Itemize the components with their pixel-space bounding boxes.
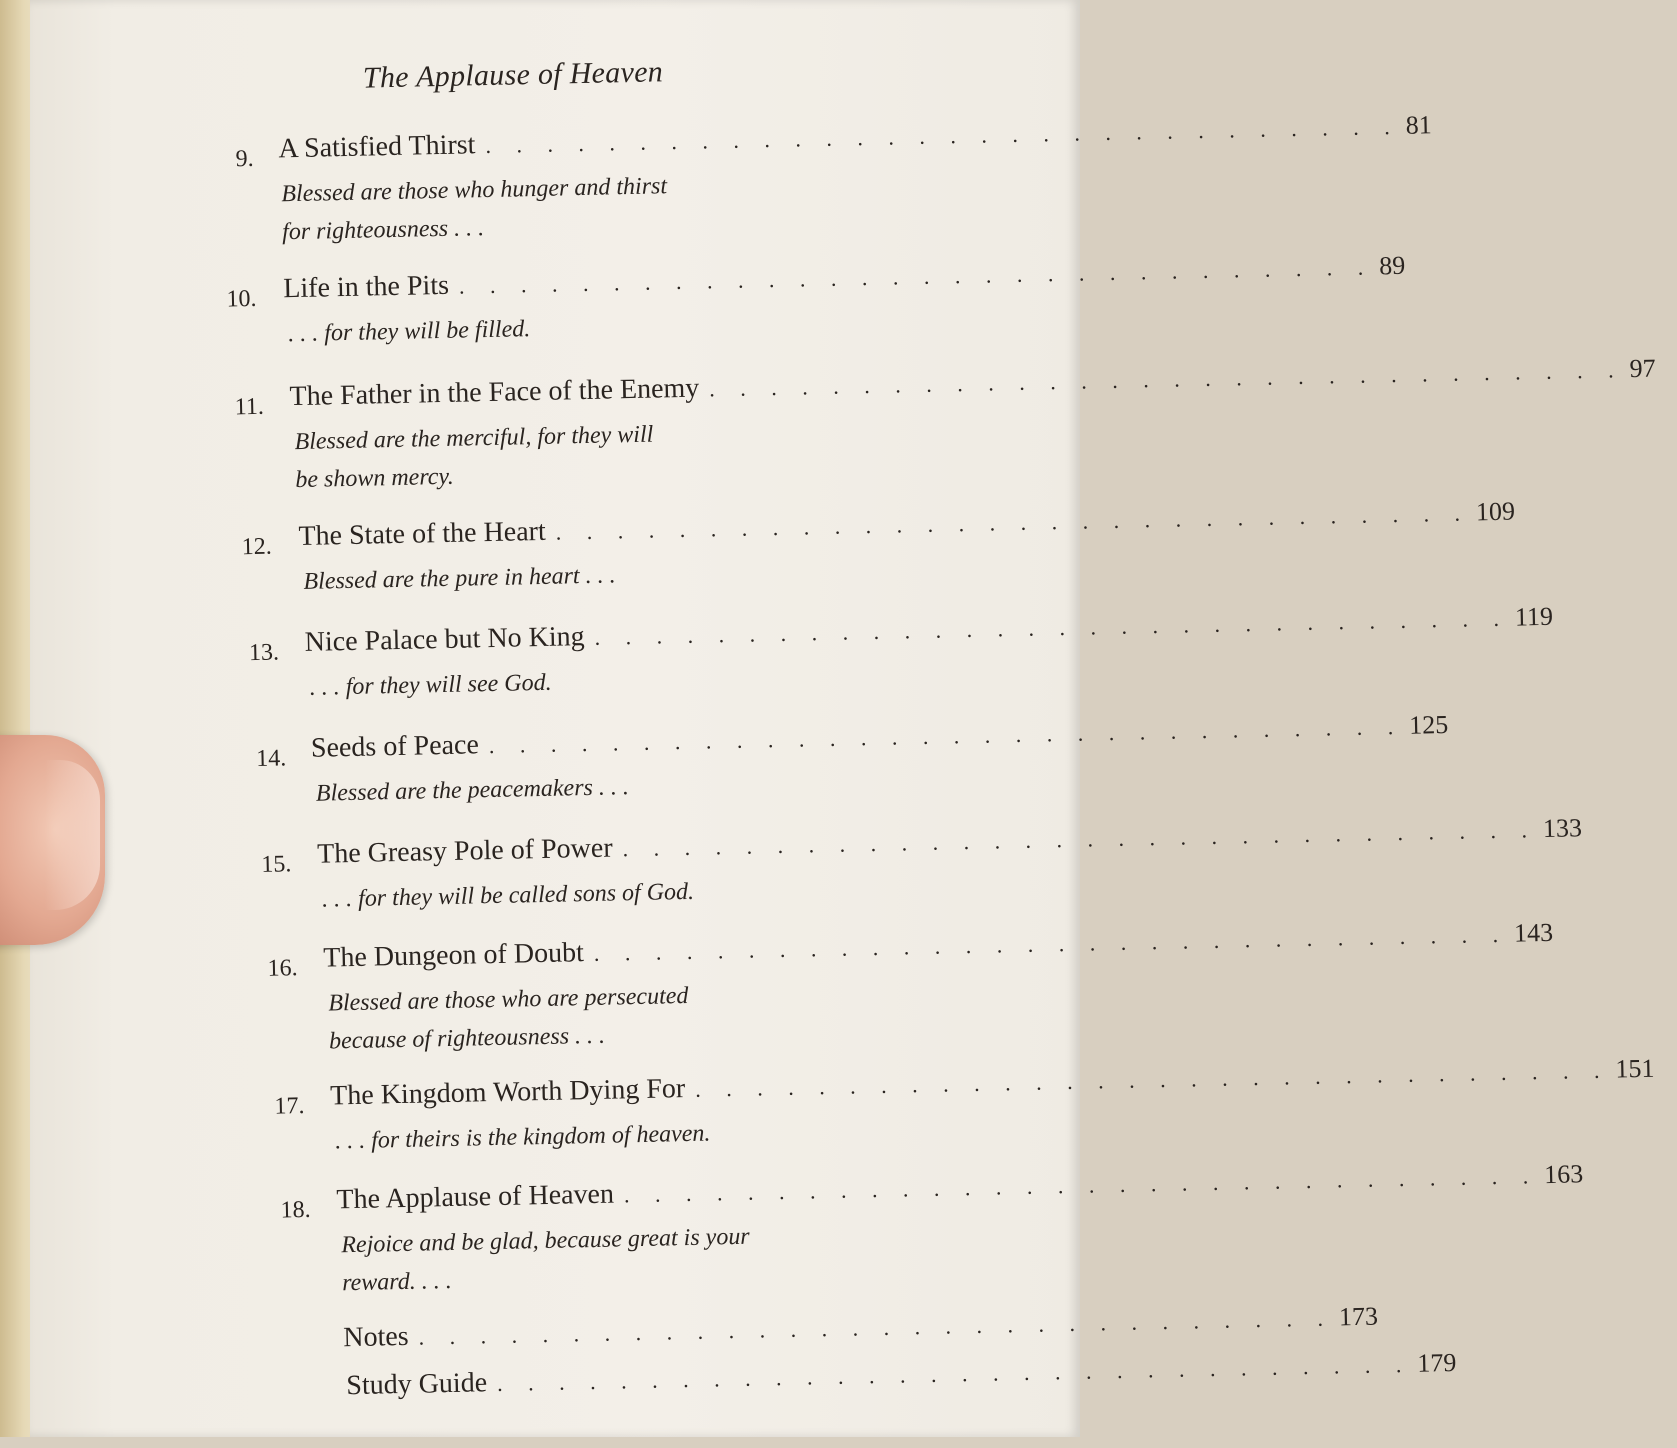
page-number: 119 [1514, 601, 1554, 632]
chapter-title: The Kingdom Worth Dying For [329, 1073, 686, 1112]
toc-entry [1, 709, 1449, 807]
running-head: The Applause of Heaven [362, 55, 664, 95]
subtitle-line: be shown mercy. [295, 463, 454, 494]
subtitle-line: . . . for they will be called sons of God. [321, 878, 695, 913]
toc-back-matter-entry [13, 1301, 1379, 1354]
subtitle-line: Blessed are those who are persecuted [328, 982, 689, 1017]
chapter-title: Life in the Pits [283, 269, 450, 305]
chapter-title-line [329, 1053, 1655, 1112]
subtitle-line: . . . for theirs is the kingdom of heaven. [334, 1120, 711, 1155]
chapter-subtitle [309, 664, 552, 707]
toc-entry [0, 496, 1516, 595]
chapter-subtitle [288, 310, 531, 353]
toc-entry [3, 813, 1583, 913]
subtitle-line: reward. . . . [341, 1267, 452, 1297]
subtitle-line: for righteousness . . . [281, 215, 485, 246]
chapter-subtitle [303, 556, 616, 601]
chapter-number: 13. [248, 639, 280, 667]
back-matter-title-line [342, 1301, 1379, 1354]
chapter-title: Seeds of Peace [310, 729, 480, 764]
toc-entry [8, 1053, 1655, 1155]
leader-dots: . . . . . . . . . . . . . . . . . . . . . . . . . . . . . . [418, 1305, 1334, 1350]
page-number: 109 [1475, 496, 1516, 527]
toc-entry [0, 110, 1432, 246]
chapter-title-line [283, 250, 1406, 305]
subtitle-line: Blessed are those who hunger and thirst [281, 173, 668, 208]
chapter-title-line [278, 110, 1432, 165]
chapter-title: The Greasy Pole of Power [316, 832, 613, 870]
chapter-number: 17. [274, 1093, 305, 1120]
chapter-subtitle [294, 416, 654, 499]
chapter-number: 15. [261, 851, 292, 878]
page-number: 143 [1513, 917, 1554, 948]
subtitle-line: Blessed are the merciful, for they will [294, 421, 654, 456]
subtitle-line: . . . for they will be filled. [288, 316, 531, 348]
chapter-title: Nice Palace but No King [304, 621, 585, 658]
chapter-subtitle [322, 873, 695, 919]
chapter-title-line [310, 709, 1449, 764]
toc-back-matter-entry [14, 1347, 1457, 1402]
chapter-number: 9. [235, 145, 254, 173]
leader-dots: . . . . . . . . . . . . . . . . . . . . . . . . . . . . . . [709, 357, 1624, 402]
chapter-title: A Satisfied Thirst [278, 129, 476, 165]
back-matter-title-line [345, 1347, 1457, 1402]
page-number: 97 [1629, 353, 1656, 384]
chapter-title-line [304, 601, 1554, 658]
leader-dots: . . . . . . . . . . . . . . . . . . . . . . . . . . . . . . [594, 605, 1510, 650]
page-number: 163 [1543, 1159, 1584, 1190]
chapter-number: 11. [234, 393, 265, 421]
leader-dots: . . . . . . . . . . . . . . . . . . . . . . . . . . . . . . [496, 1351, 1412, 1397]
leader-dots: . . . . . . . . . . . . . . . . . . . . . . . . . . . . . . [593, 921, 1509, 966]
leader-dots: . . . . . . . . . . . . . . . . . . . . . . . . . . . . . . [555, 500, 1471, 545]
chapter-title-line [289, 353, 1656, 413]
toc-entry [0, 601, 1554, 701]
chapter-subtitle [335, 1115, 711, 1161]
leader-dots: . . . . . . . . . . . . . . . . . . . . . . . . . . . . . . [458, 254, 1374, 299]
chapter-title: The Dungeon of Doubt [323, 937, 585, 974]
leader-dots: . . . . . . . . . . . . . . . . . . . . . . . . . . . . . . [623, 1163, 1539, 1208]
chapter-title-line [336, 1159, 1584, 1216]
toc-entry [5, 917, 1554, 1055]
chapter-number: 14. [255, 745, 287, 772]
page-number: 179 [1417, 1347, 1457, 1378]
chapter-title: The Applause of Heaven [336, 1178, 615, 1216]
page-number: 89 [1378, 250, 1406, 281]
chapter-title: The State of the Heart [298, 515, 547, 553]
chapter-title-line [323, 917, 1554, 974]
leader-dots: . . . . . . . . . . . . . . . . . . . . . . . . . . . . . . [694, 1057, 1610, 1102]
chapter-number: 16. [267, 955, 298, 982]
toc-entry [10, 1159, 1584, 1297]
subtitle-line: Rejoice and be glad, because great is your [341, 1223, 750, 1259]
subtitle-line: because of righteousness . . . [328, 1022, 606, 1055]
chapter-subtitle [281, 167, 668, 251]
page-number: 173 [1338, 1301, 1379, 1332]
leader-dots: . . . . . . . . . . . . . . . . . . . . . . . . . . . . . . [622, 817, 1538, 862]
subtitle-line: Blessed are the pure in heart . . . [303, 562, 616, 595]
chapter-title-line [298, 496, 1516, 553]
chapter-subtitle [316, 768, 630, 813]
page-number: 133 [1542, 813, 1583, 844]
chapter-subtitle [341, 1218, 751, 1303]
chapter-subtitle [328, 977, 690, 1061]
subtitle-line: Blessed are the peacemakers . . . [315, 774, 630, 807]
chapter-number: 10. [226, 285, 257, 313]
leader-dots: . . . . . . . . . . . . . . . . . . . . . . . . . . . . . . [485, 113, 1400, 159]
toc-entry [0, 250, 1406, 348]
page-number: 151 [1615, 1053, 1655, 1084]
chapter-number: 18. [280, 1196, 311, 1224]
page-number: 81 [1405, 110, 1432, 140]
back-matter-title: Study Guide [345, 1367, 488, 1402]
back-matter-title: Notes [342, 1320, 409, 1354]
chapter-title-line [316, 813, 1583, 870]
chapter-title: The Father in the Face of the Enemy [289, 372, 700, 413]
page-number: 125 [1408, 709, 1449, 740]
chapter-number: 12. [241, 533, 273, 561]
toc-entry [0, 353, 1656, 494]
leader-dots: . . . . . . . . . . . . . . . . . . . . . . . . . . . . . . [488, 713, 1404, 759]
thumb-highlight [45, 760, 100, 910]
subtitle-line: . . . for they will see God. [309, 669, 552, 701]
